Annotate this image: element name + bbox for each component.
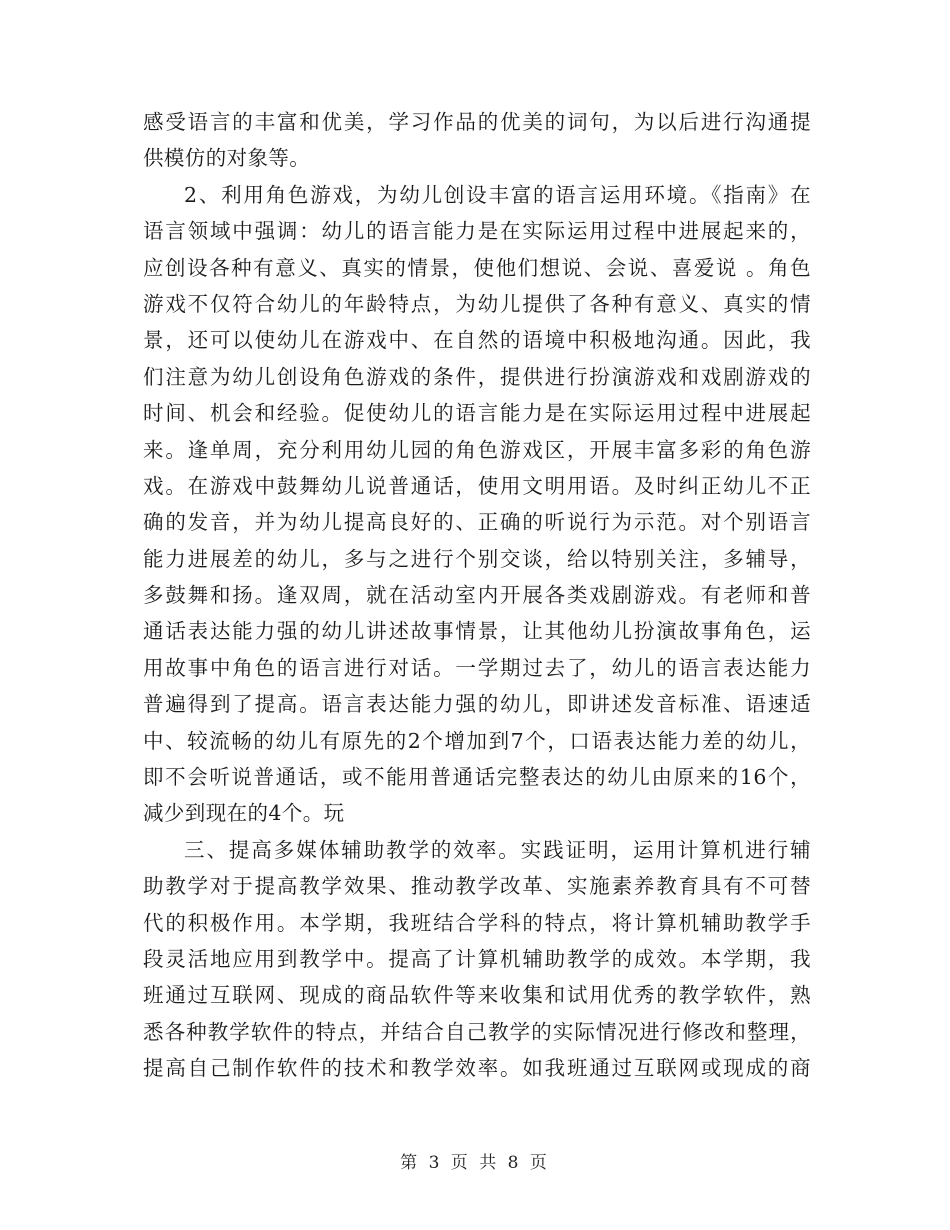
text-line: 感受语言的丰富和优美，学习作品的优美的词句，为以后进行沟通提 (143, 110, 811, 134)
text-line: 游戏不仅符合幼儿的年龄特点，为幼儿提供了各种有意义、真实的情 (143, 291, 811, 316)
text-line: 班通过互联网、现成的商品软件等来收集和试用优秀的教学软件，熟 (143, 983, 811, 1008)
text-line: 能力进展差的幼儿，多与之进行个别交谈，给以特别关注，多辅导， (143, 546, 811, 571)
text-line: 三、提高多媒体辅助教学的效率。实践证明，运用计算机进行辅 (184, 837, 811, 862)
page-number-footer: 第 3 页 共 8 页 (400, 1153, 550, 1173)
text-line: 悉各种教学软件的特点，并结合自己教学的实际情况进行修改和整理， (143, 1019, 811, 1044)
text-line: 代的积极作用。本学期，我班结合学科的特点，将计算机辅助教学手 (143, 910, 811, 935)
text-line: 减少到现在的4个。玩 (143, 801, 345, 826)
text-line: 段灵活地应用到教学中。提高了计算机辅助教学的成效。本学期，我 (143, 946, 811, 971)
text-line: 确的发音，并为幼儿提高良好的、正确的听说行为示范。对个别语言 (143, 510, 811, 535)
text-line: 普遍得到了提高。语言表达能力强的幼儿，即讲述发音标准、语速适 (143, 692, 811, 717)
document-body (143, 104, 811, 1087)
text-line: 多鼓舞和扬。逢双周，就在活动室内开展各类戏剧游戏。有老师和普 (143, 583, 811, 608)
text-line: 2、利用角色游戏，为幼儿创设丰富的语言运用环境。《指南》在 (184, 182, 811, 207)
text-line: 供模仿的对象等。 (143, 146, 311, 171)
text-line: 时间、机会和经验。促使幼儿的语言能力是在实际运用过程中进展起 (143, 401, 811, 426)
text-line: 提高自己制作软件的技术和教学效率。如我班通过互联网或现成的商 (143, 1056, 811, 1081)
text-line: 应创设各种有意义、真实的情景，使他们想说、会说、喜爱说 。角色 (143, 255, 811, 280)
text-line: 来。逢单周，充分利用幼儿园的角色游戏区，开展丰富多彩的角色游 (143, 437, 811, 462)
text-line: 戏。在游戏中鼓舞幼儿说普通话，使用文明用语。及时纠正幼儿不正 (143, 473, 811, 498)
text-line: 通话表达能力强的幼儿讲述故事情景，让其他幼儿扮演故事角色，运 (143, 619, 811, 644)
text-line: 景，还可以使幼儿在游戏中、在自然的语境中积极地沟通。因此，我 (143, 328, 811, 353)
text-line: 助教学对于提高教学效果、推动教学改革、实施素养教育具有不可替 (143, 874, 811, 899)
text-line: 语言领域中强调：幼儿的语言能力是在实际运用过程中进展起来的， (143, 219, 811, 244)
text-line: 中、较流畅的幼儿有原先的2个增加到7个，口语表达能力差的幼儿， (143, 728, 811, 753)
text-line: 们注意为幼儿创设角色游戏的条件，提供进行扮演游戏和戏剧游戏的 (143, 364, 811, 389)
text-line: 用故事中角色的语言进行对话。一学期过去了，幼儿的语言表达能力 (143, 655, 811, 680)
text-line: 即不会听说普通话，或不能用普通话完整表达的幼儿由原来的16个， (143, 765, 811, 790)
